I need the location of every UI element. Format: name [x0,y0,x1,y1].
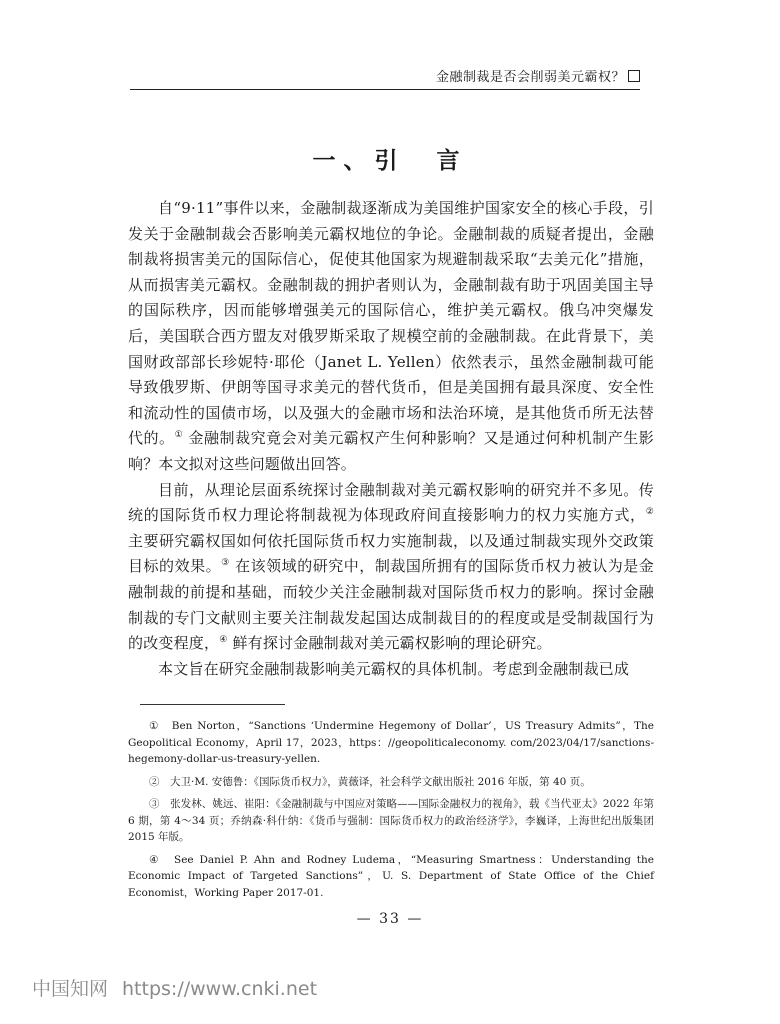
footnote-text: 张发林、姚远、崔阳：《金融制裁与中国应对策略——国际金融权力的视角》，载《当代亚太》2022 年第 6 期，第 4～34 页；乔纳森·科什纳：《货币与强制：国际货币权力的政治经济学》，李巍译，上海世纪出版集团 2015 年版。 [128,798,655,843]
footnote-text: 大卫·M. 安德鲁：《国际货币权力》，黄薇译，社会科学文献出版社 2016 年版，第 40 页。 [170,775,591,788]
page-number: — 33 — [356,911,424,927]
footnote-3 [128,796,654,846]
footnote-divider [140,704,285,705]
footnote-mark: ③ [149,798,160,810]
footnote-1 [128,718,654,768]
footnote-ref-1[interactable]: ① [174,430,184,441]
watermark-name: 中国知网 [32,978,109,1000]
running-title: 金融制裁是否会削弱美元霸权？ [435,70,625,85]
footnote-ref-3[interactable]: ③ [221,558,230,569]
footnote-4 [128,852,654,902]
footnote-mark: ① [149,720,160,732]
section-title: 一、引 言 [312,147,468,174]
footnote-2 [128,774,654,791]
running-header [130,66,640,90]
checkbox-square-icon [628,70,640,82]
footnotes [128,718,654,907]
footnote-mark: ② [149,775,160,788]
cnki-watermark [32,974,317,1001]
watermark-url[interactable]: https://www.cnki.net [122,978,318,1000]
footnote-mark: ④ [149,853,161,866]
paragraph-3: 本文旨在研究金融制裁影响美元霸权的具体机制。考虑到金融制裁已成 [158,659,630,678]
footnote-ref-2[interactable]: ② [645,507,654,518]
paragraph-1: 自“9·11”事件以来，金融制裁逐渐成为美国维护国家安全的核心手段，引发关于金融制裁会否影响美元霸权地位的争论。金融制裁的质疑者提出，金融制裁将损害美元的国际信心，促使其他国家为规避制裁采取“去美元化”措施，从而损害美元霸权。金融制裁的拥护者则认为，金融制裁有助于巩固美国主导的国际秩序，因而能够增强美元的国际信心，维护美元霸权。俄乌冲突爆发后，美国联合西方盟友对俄罗斯采取了规模空前的金融制裁。在此背景下，美国财政部部长珍妮特·耶伦（Janet L. Yellen）依然表示，虽然金融制裁可能导致俄罗斯、伊朗等国寻求美元的替代货币，但是美国拥有最具深度、安全性和流动性的国债市场，以及强大的金融市场和法治环境，是其他货币所无法替代的。① 金融制裁究竟会对美元霸权产生何种影响？又是通过何种机制产生影响？本文拟对这些问题做出回答。 [128,199,654,473]
footnote-ref-4[interactable]: ④ [219,635,228,646]
paragraph-2: 目前，从理论层面系统探讨金融制裁对美元霸权影响的研究并不多见。传统的国际货币权力理论将制裁视为体现政府间直接影响力的权力实施方式，② 主要研究霸权国如何依托国际货币权力实施制裁，以及通过制裁实现外交政策目标的效果。③ 在该领域的研究中，制裁国所拥有的国际货币权力被认为是金融制裁的前提和基础，而较少关注金融制裁对国际货币权力的影响。探讨金融制裁的专门文献则主要关注制裁发起国达成制裁目的的程度或是受制裁国行为的改变程度，④ 鲜有探讨金融制裁对美元霸权影响的理论研究。 [128,480,654,653]
body-text [128,196,654,682]
footnote-text: Ben Norton，“Sanctions ‘Undermine Hegemony of Dollar’，US Treasury Admits”，The Geopolitical Economy，April 17，2023，https：//geopoliticaleconomy. com/2023/04/17/sanctions-hegemony-dollar-us-treasury-yellen. [128,720,654,765]
footnote-text: See Daniel P. Ahn and Rodney Ludema，“Measuring Smartness：Understanding the Economic Impact of Targeted Sanctions”，U. S. Department of State Office of the Chief Economist，Working Paper 2017-01. [128,853,654,899]
